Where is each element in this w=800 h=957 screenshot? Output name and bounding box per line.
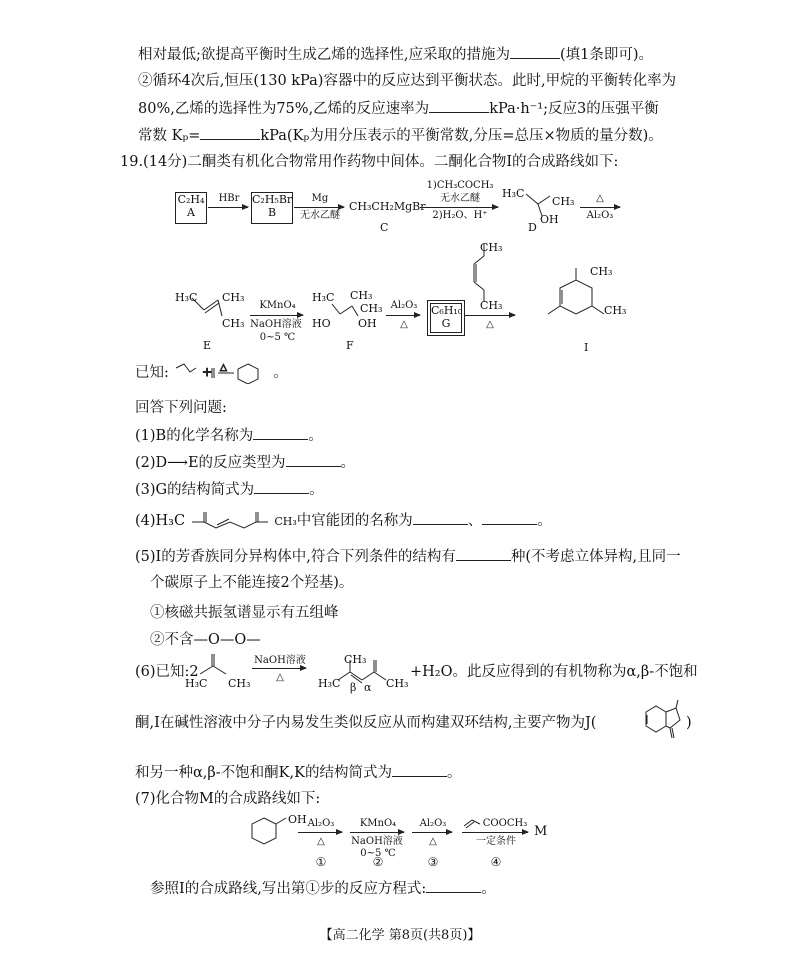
question-6-prefix: (6)已知:2: [135, 664, 199, 680]
q18-line2: ②循环4次后,恒压(130 kPa)容器中的反应达到平衡状态。此时,甲烷的平衡转化率为: [138, 73, 677, 89]
reaction-arrow-step1: [298, 832, 342, 833]
p7-step2-mid: NaOH溶液: [351, 836, 403, 847]
step2-number: ②: [372, 855, 384, 869]
diels-alder-scheme: [174, 362, 269, 384]
beta-label: β: [350, 681, 357, 694]
arrow5-top: KMnO₄: [259, 300, 296, 311]
compound-B-box: C₂H₅Br B: [251, 192, 293, 224]
answer-blank[interactable]: [254, 479, 309, 494]
F-ho: HO: [312, 317, 331, 330]
arrow5-mid: NaOH溶液: [250, 319, 302, 330]
compound-F-label: F: [346, 339, 354, 352]
I-ch3-right: CH₃: [604, 304, 627, 317]
compound-E-label: E: [203, 339, 212, 352]
condition-1: ①核磁共振氢谱显示有五组峰: [150, 605, 339, 621]
arrow3-top1: 1)CH₃COCH₃: [426, 180, 494, 191]
compound-G-box: C₆H₁₀ G: [430, 303, 462, 333]
question-6-text: +H₂O。此反应得到的有机物称为α,β-不饱和: [410, 664, 698, 680]
D-ch3: CH₃: [552, 195, 575, 208]
answer-blank[interactable]: [429, 98, 489, 113]
p7-step1-bottom: △: [317, 836, 325, 847]
question-6-close: ): [686, 715, 692, 731]
answer-blank[interactable]: [253, 425, 308, 440]
enone-ch3: CH₃: [386, 677, 409, 690]
reaction-arrow-1: [208, 207, 248, 208]
question-4: (4)H₃C CH₃中官能团的名称为 、 。: [135, 510, 552, 532]
reaction-arrow-2: [294, 207, 344, 208]
E-ch3-top: CH₃: [222, 291, 245, 304]
arrow2-bottom: 无水乙醚: [300, 210, 340, 221]
step4-number: ④: [490, 855, 502, 869]
arrow1-label: HBr: [218, 193, 240, 204]
p6-arrow-bottom: △: [276, 672, 284, 683]
compound-C-label: C: [380, 221, 389, 234]
diketone-inline-structure: [190, 510, 270, 532]
D-h3c: H₃C: [502, 187, 525, 200]
p7-step3-top: Al₂O₃: [419, 818, 447, 829]
svg-text:△: △: [219, 363, 227, 373]
reaction-arrow-step3: [412, 832, 452, 833]
acetone-h3c: H₃C: [185, 677, 208, 690]
reaction-arrow-step2: [350, 832, 404, 833]
arrow3-bottom: 2)H₂O、H⁺: [432, 210, 488, 221]
E-h3c: H₃C: [175, 291, 198, 304]
question-7-task: 参照I的合成路线,写出第①步的反应方程式: 。: [150, 878, 496, 899]
question-6-line3: 和另一种α,β-不饱和酮K,K的结构简式为 。: [135, 762, 461, 783]
answer-intro: 回答下列问题:: [135, 400, 227, 416]
acrylate-structure: [462, 816, 482, 828]
compound-I-structure: [530, 265, 620, 338]
arrow4-top: △: [596, 193, 604, 204]
D-oh: OH: [540, 213, 559, 226]
reaction-arrow-5: [250, 315, 303, 316]
F-h3c: H₃C: [312, 291, 335, 304]
condition-2: ②不含—O—O—: [150, 632, 261, 648]
reaction-arrow-6: [386, 315, 420, 316]
svg-text:+: +: [201, 365, 212, 379]
answer-blank[interactable]: [510, 44, 560, 59]
compound-A-box: C₂H₄ A: [175, 192, 207, 224]
answer-blank[interactable]: [456, 546, 511, 561]
answer-blank[interactable]: [392, 762, 447, 777]
arrow6-bottom: △: [400, 319, 408, 330]
reaction-arrow-4: [580, 207, 620, 208]
p7-step3-bottom: △: [429, 836, 437, 847]
diketone-ch3-top: CH₃: [480, 241, 503, 254]
F-ch3: CH₃: [350, 289, 373, 302]
p7-step2-top: KMnO₄: [359, 818, 397, 829]
enone-h3c: H₃C: [318, 677, 341, 690]
reaction-arrow-3: [420, 207, 498, 208]
arrow4-bottom: Al₂O₃: [586, 210, 614, 221]
question-5: (5)I的芳香族同分异构体中,符合下列条件的结构有 种(不考虑立体异构,且同一: [135, 546, 681, 567]
q18-line3: 80%,乙烯的选择性为75%,乙烯的反应速率为 kPa·h⁻¹;反应3的压强平衡: [138, 98, 659, 119]
compound-D-label: D: [528, 221, 537, 234]
q19-intro: 19.(14分)二酮类有机化合物常用作药物中间体。二酮化合物I的合成路线如下:: [120, 154, 619, 170]
arrow2-top: Mg: [311, 193, 329, 204]
cyclohexanol-oh: OH: [288, 813, 307, 826]
answer-blank[interactable]: [413, 510, 468, 525]
arrow5-bottom: 0~5 ℃: [259, 332, 296, 343]
compound-C: CH₃CH₂MgBr: [349, 200, 426, 213]
diketone-ch3-bottom: CH₃: [480, 299, 503, 312]
step1-number: ①: [315, 855, 327, 869]
reaction-arrow-7: [465, 315, 515, 316]
reaction-arrow-p6: [252, 668, 306, 669]
p7-step4-top: COOCH₃: [482, 818, 528, 829]
question-1: (1)B的化学名称为 。: [135, 425, 323, 446]
arrow6-top: Al₂O₃: [390, 300, 418, 311]
compound-I-label: I: [584, 341, 589, 354]
alpha-label: α: [364, 681, 372, 694]
F-oh: OH: [358, 317, 377, 330]
F-ch3-right: CH₃: [360, 302, 383, 315]
question-6-line2: 酮,I在碱性溶液中分子内易发生类似反应从而构建双环结构,主要产物为J(: [135, 715, 597, 731]
answer-blank[interactable]: [426, 878, 481, 893]
E-ch3-bottom: CH₃: [222, 317, 245, 330]
question-5-line2: 个碳原子上不能连接2个羟基)。: [150, 575, 354, 591]
p7-step4-bottom: 一定条件: [476, 836, 516, 847]
arrow7-bottom: △: [486, 319, 494, 330]
page-footer: 【高二化学 第8页(共8页)】: [319, 928, 481, 943]
compound-J-structure: [640, 698, 686, 748]
p7-step1-top: Al₂O₃: [307, 818, 335, 829]
question-7-intro: (7)化合物M的合成路线如下:: [135, 791, 321, 807]
compound-M: M: [534, 824, 548, 839]
p7-step2-bottom: 0~5 ℃: [360, 848, 396, 859]
cyclohexanol-structure: [248, 816, 290, 850]
q18-line1: 相对最低;欲提高平衡时生成乙烯的选择性,应采取的措施为 (填1条即可)。: [138, 44, 653, 65]
reaction-arrow-step4: [462, 832, 528, 833]
arrow3-top2: 无水乙醚: [440, 193, 480, 204]
I-ch3-top: CH₃: [590, 265, 613, 278]
answer-blank[interactable]: [200, 125, 260, 140]
answer-blank[interactable]: [482, 510, 537, 525]
enone-ch3-top: CH₃: [344, 653, 367, 666]
q18-line4: 常数 Kₚ= kPa(Kₚ为用分压表示的平衡常数,分压=总压×物质的量分数)。: [138, 125, 663, 146]
answer-blank[interactable]: [286, 452, 341, 467]
question-3: (3)G的结构简式为 。: [135, 479, 324, 500]
known-reaction: 已知: + △ 。: [135, 362, 288, 384]
acetone-ch3: CH₃: [228, 677, 251, 690]
p6-arrow-top: NaOH溶液: [254, 655, 306, 666]
step3-number: ③: [427, 855, 439, 869]
question-2: (2)D⟶E的反应类型为 。: [135, 452, 355, 473]
